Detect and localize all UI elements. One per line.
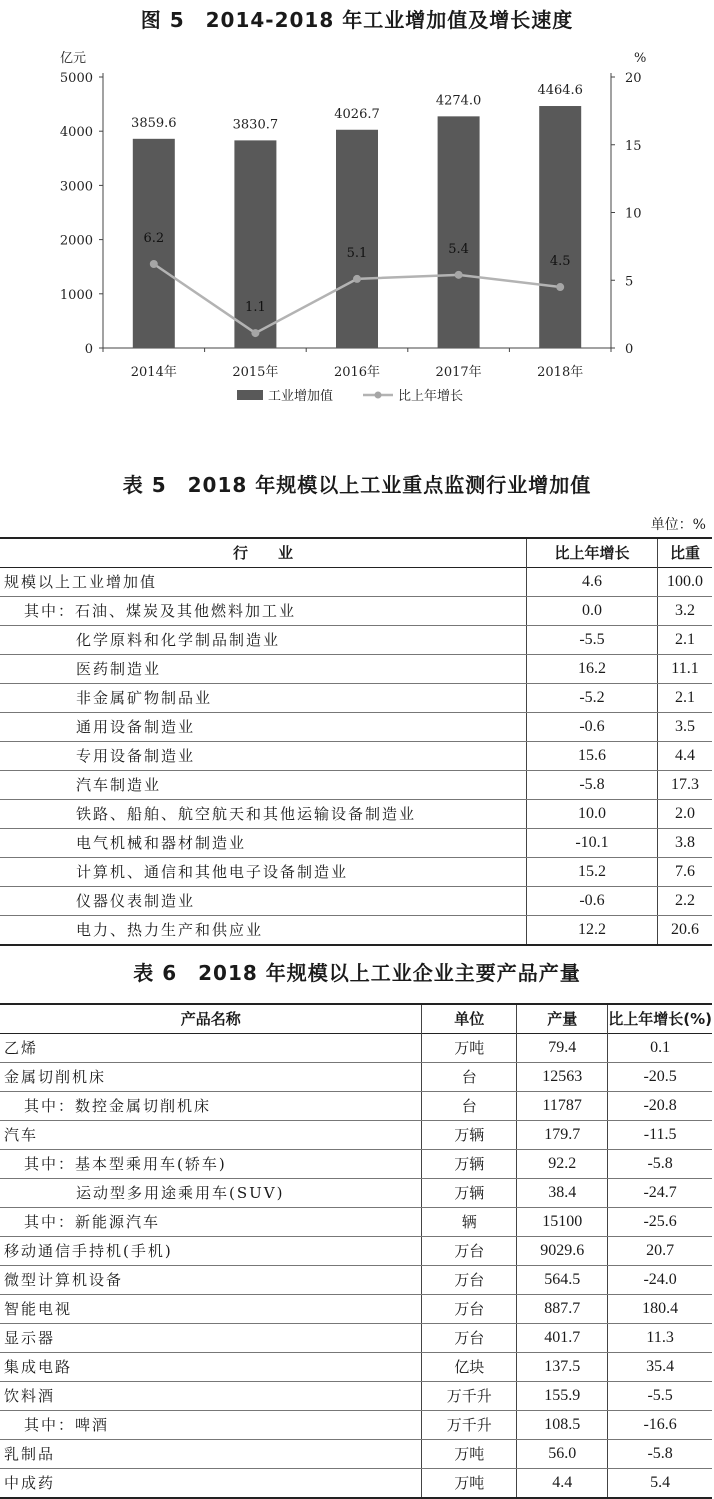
- growth-rate-point: [251, 329, 259, 337]
- table6-header-product: 产品名称: [0, 1004, 422, 1034]
- share-cell: 2.1: [658, 684, 713, 713]
- unit-cell: 万台: [422, 1237, 517, 1266]
- unit-cell: 台: [422, 1063, 517, 1092]
- industry-name-cell: 非金属矿物制品业: [0, 684, 527, 713]
- industry-name-cell: 医药制造业: [0, 655, 527, 684]
- table5-header-share: 比重: [669, 544, 700, 562]
- unit-cell: 万吨: [422, 1440, 517, 1469]
- unit-cell: 万千升: [422, 1411, 517, 1440]
- growth-cell: -5.8: [608, 1440, 712, 1469]
- output-cell: 15100: [517, 1208, 608, 1237]
- table-row: [0, 1353, 712, 1382]
- left-axis-tick-label: 3000: [59, 179, 93, 195]
- table-row: [0, 626, 712, 655]
- product-name-cell: 智能电视: [0, 1295, 422, 1324]
- growth-rate-point: [455, 271, 463, 279]
- output-cell: 12563: [517, 1063, 608, 1092]
- growth-cell: 15.2: [527, 858, 658, 887]
- growth-cell: -0.6: [527, 887, 658, 916]
- table-row: [0, 1092, 712, 1121]
- unit-cell: 台: [422, 1092, 517, 1121]
- growth-cell: 0.0: [527, 597, 658, 626]
- table-row: [0, 568, 712, 597]
- product-name-cell: 乳制品: [0, 1440, 422, 1469]
- table-row: [0, 1295, 712, 1324]
- unit-cell: 万辆: [422, 1150, 517, 1179]
- table-row: [0, 916, 712, 946]
- growth-cell: -5.8: [527, 771, 658, 800]
- growth-cell: 12.2: [527, 916, 658, 946]
- table-row: [0, 742, 712, 771]
- growth-cell: 35.4: [608, 1353, 712, 1382]
- table-row: [0, 597, 712, 626]
- table-row: [0, 771, 712, 800]
- output-cell: 887.7: [517, 1295, 608, 1324]
- x-axis-tick-label: 2018年: [537, 365, 584, 380]
- product-name-cell: 汽车: [0, 1121, 422, 1150]
- growth-cell: 16.2: [527, 655, 658, 684]
- table-row: [0, 858, 712, 887]
- product-name-cell: 其中：基本型乘用车(轿车): [0, 1150, 422, 1179]
- x-axis-tick-label: 2016年: [333, 365, 381, 380]
- table-row: [0, 1266, 712, 1295]
- left-axis-tick-label: 0: [84, 342, 93, 357]
- output-cell: 4.4: [517, 1469, 608, 1499]
- unit-cell: 万千升: [422, 1382, 517, 1411]
- table6-header-growth: 比上年增长(%): [608, 1010, 712, 1028]
- left-axis-tick-label: 5000: [59, 71, 93, 86]
- growth-cell: -11.5: [608, 1121, 712, 1150]
- product-name-cell: 乙烯: [0, 1034, 422, 1063]
- unit-cell: 亿块: [422, 1353, 517, 1382]
- unit-cell: 万台: [422, 1295, 517, 1324]
- output-cell: 179.7: [517, 1121, 608, 1150]
- product-output-table: [0, 1003, 712, 1499]
- table-row: [0, 1063, 712, 1092]
- table5-header-industry: 行 业: [0, 538, 527, 568]
- growth-cell: -5.8: [608, 1150, 712, 1179]
- table-row: [0, 655, 712, 684]
- table6-title: 表 6 2018 年规模以上工业企业主要产品产量: [133, 961, 581, 985]
- growth-cell: 10.0: [527, 800, 658, 829]
- table5-header-growth: 比上年增长: [527, 538, 658, 568]
- bar-data-label: 3830.7: [232, 117, 279, 133]
- share-cell: 17.3: [658, 771, 713, 800]
- bar-line-chart: [0, 38, 714, 410]
- unit-cell: 万辆: [422, 1179, 517, 1208]
- table-row: [0, 800, 712, 829]
- output-cell: 92.2: [517, 1150, 608, 1179]
- bar-data-label: 4464.6: [537, 83, 583, 99]
- right-axis-tick-label: 10: [625, 206, 642, 222]
- right-axis-tick-label: 15: [625, 138, 642, 154]
- unit-cell: 辆: [422, 1208, 517, 1237]
- unit-cell: 万辆: [422, 1121, 517, 1150]
- x-axis-tick-label: 2017年: [435, 365, 482, 380]
- industry-value-added-table: [0, 537, 712, 946]
- bar-data-label: 3859.6: [131, 115, 177, 131]
- bar-data-label: 4274.0: [435, 93, 482, 109]
- left-axis-tick-label: 2000: [59, 233, 93, 249]
- bar-data-label: 4026.7: [334, 106, 380, 122]
- growth-cell: -20.8: [608, 1092, 712, 1121]
- product-name-cell: 显示器: [0, 1324, 422, 1353]
- table5-unit-note: 单位：%: [650, 517, 706, 533]
- legend-line-label: 比上年增长: [398, 389, 464, 404]
- left-axis-unit: 亿元: [60, 51, 87, 66]
- share-cell: 20.6: [658, 916, 713, 946]
- table-row: [0, 1324, 712, 1353]
- product-name-cell: 饮料酒: [0, 1382, 422, 1411]
- growth-cell: -10.1: [527, 829, 658, 858]
- table-row: [0, 1382, 712, 1411]
- growth-cell: -5.2: [527, 684, 658, 713]
- industry-name-cell: 电气机械和器材制造业: [0, 829, 527, 858]
- output-cell: 9029.6: [517, 1237, 608, 1266]
- product-name-cell: 中成药: [0, 1469, 422, 1499]
- table5-title: 表 5 2018 年规模以上工业重点监测行业增加值: [122, 473, 592, 497]
- industry-name-cell: 汽车制造业: [0, 771, 527, 800]
- table-row: [0, 684, 712, 713]
- output-cell: 11787: [517, 1092, 608, 1121]
- growth-cell: -0.6: [527, 713, 658, 742]
- growth-cell: 15.6: [527, 742, 658, 771]
- figure-title: 图 5 2014-2018 年工业增加值及增长速度: [140, 8, 574, 32]
- share-cell: 2.0: [658, 800, 713, 829]
- bar-industrial-value-added: [336, 130, 378, 348]
- table-row: [0, 887, 712, 916]
- share-cell: 2.2: [658, 887, 713, 916]
- left-axis-tick-label: 4000: [59, 125, 93, 141]
- growth-data-label: 6.2: [143, 230, 165, 246]
- table-row: [0, 713, 712, 742]
- table-row: [0, 1469, 712, 1499]
- output-cell: 108.5: [517, 1411, 608, 1440]
- bar-industrial-value-added: [234, 140, 276, 348]
- output-cell: 137.5: [517, 1353, 608, 1382]
- growth-cell: 20.7: [608, 1237, 712, 1266]
- table-row: [0, 829, 712, 858]
- unit-cell: 万台: [422, 1324, 517, 1353]
- growth-cell: 5.4: [608, 1469, 712, 1499]
- output-cell: 401.7: [517, 1324, 608, 1353]
- unit-cell: 万吨: [422, 1034, 517, 1063]
- x-axis-tick-label: 2015年: [232, 365, 279, 380]
- right-axis-tick-label: 5: [625, 274, 634, 290]
- industry-name-cell: 电力、热力生产和供应业: [0, 916, 527, 946]
- product-name-cell: 金属切削机床: [0, 1063, 422, 1092]
- industry-name-cell: 其中：石油、煤炭及其他燃料加工业: [0, 597, 527, 626]
- growth-cell: -25.6: [608, 1208, 712, 1237]
- industry-name-cell: 专用设备制造业: [0, 742, 527, 771]
- bar-industrial-value-added: [438, 116, 480, 348]
- growth-data-label: 5.1: [346, 245, 368, 261]
- output-cell: 56.0: [517, 1440, 608, 1469]
- unit-cell: 万台: [422, 1266, 517, 1295]
- share-cell: 4.4: [658, 742, 713, 771]
- product-name-cell: 其中：数控金属切削机床: [0, 1092, 422, 1121]
- legend-line-marker: [375, 392, 382, 399]
- table-row: [0, 1440, 712, 1469]
- growth-cell: -20.5: [608, 1063, 712, 1092]
- share-cell: 3.2: [658, 597, 713, 626]
- share-cell: 11.1: [658, 655, 713, 684]
- industry-name-cell: 铁路、船舶、航空航天和其他运输设备制造业: [0, 800, 527, 829]
- output-cell: 155.9: [517, 1382, 608, 1411]
- table5-header-row: [0, 538, 712, 568]
- growth-rate-point: [150, 260, 158, 268]
- table-row: [0, 1150, 712, 1179]
- growth-cell: 11.3: [608, 1324, 712, 1353]
- growth-data-label: 1.1: [245, 300, 266, 316]
- growth-cell: -5.5: [608, 1382, 712, 1411]
- legend-bar-label: 工业增加值: [268, 389, 334, 404]
- share-cell: 2.1: [658, 626, 713, 655]
- industry-name-cell: 计算机、通信和其他电子设备制造业: [0, 858, 527, 887]
- industry-name-cell: 化学原料和化学制品制造业: [0, 626, 527, 655]
- growth-rate-point: [556, 283, 564, 291]
- table-row: [0, 1121, 712, 1150]
- share-cell: 3.8: [658, 829, 713, 858]
- growth-cell: -5.5: [527, 626, 658, 655]
- output-cell: 38.4: [517, 1179, 608, 1208]
- product-name-cell: 其中：啤酒: [0, 1411, 422, 1440]
- left-axis-tick-label: 1000: [59, 287, 93, 303]
- share-cell: 3.5: [658, 713, 713, 742]
- table-row: [0, 1208, 712, 1237]
- product-name-cell: 运动型多用途乘用车(SUV): [0, 1179, 422, 1208]
- share-cell: 100.0: [658, 568, 713, 597]
- output-cell: 564.5: [517, 1266, 608, 1295]
- growth-cell: -24.0: [608, 1266, 712, 1295]
- growth-data-label: 5.4: [448, 241, 469, 257]
- product-name-cell: 其中：新能源汽车: [0, 1208, 422, 1237]
- product-name-cell: 移动通信手持机(手机): [0, 1237, 422, 1266]
- product-name-cell: 微型计算机设备: [0, 1266, 422, 1295]
- share-cell: 7.6: [658, 858, 713, 887]
- table-row: [0, 1411, 712, 1440]
- table-row: [0, 1179, 712, 1208]
- bar-industrial-value-added: [539, 106, 581, 348]
- table-row: [0, 1237, 712, 1266]
- table6-header-output: 产量: [517, 1004, 608, 1034]
- growth-cell: 180.4: [608, 1295, 712, 1324]
- industry-name-cell: 规模以上工业增加值: [0, 568, 527, 597]
- growth-cell: -16.6: [608, 1411, 712, 1440]
- unit-cell: 万吨: [422, 1469, 517, 1499]
- industry-name-cell: 通用设备制造业: [0, 713, 527, 742]
- growth-data-label: 4.5: [549, 254, 571, 270]
- growth-rate-point: [353, 275, 361, 283]
- growth-cell: -24.7: [608, 1179, 712, 1208]
- right-axis-tick-label: 20: [625, 71, 642, 86]
- table-row: [0, 1034, 712, 1063]
- legend-bar-swatch: [237, 390, 263, 400]
- right-axis-unit: %: [634, 51, 647, 66]
- growth-cell: 0.1: [608, 1034, 712, 1063]
- growth-cell: 4.6: [527, 568, 658, 597]
- product-name-cell: 集成电路: [0, 1353, 422, 1382]
- industry-name-cell: 仪器仪表制造业: [0, 887, 527, 916]
- table6-header-row: [0, 1004, 712, 1034]
- right-axis-tick-label: 0: [625, 342, 634, 357]
- x-axis-tick-label: 2014年: [130, 365, 177, 380]
- table6-header-unit: 单位: [422, 1004, 517, 1034]
- output-cell: 79.4: [517, 1034, 608, 1063]
